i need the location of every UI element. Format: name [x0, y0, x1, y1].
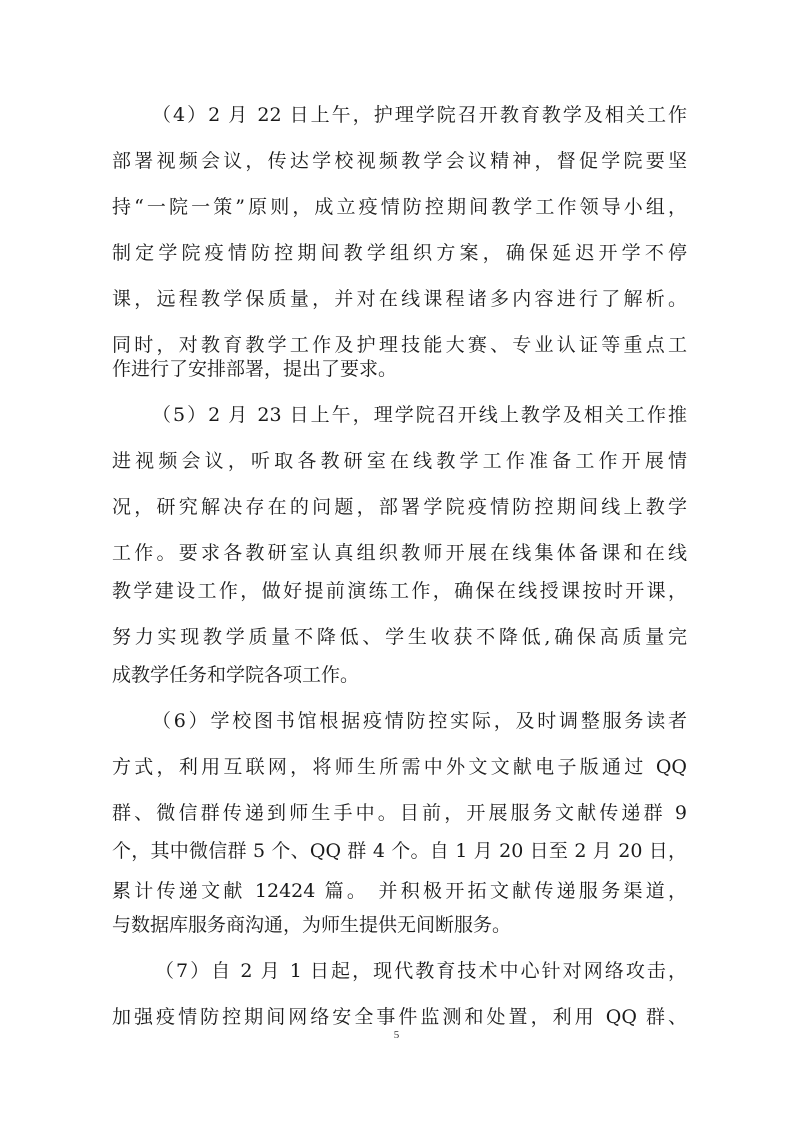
text-line: 方式，利用互联网，将师生所需中外文文献电子版通过 QQ	[112, 756, 687, 778]
text-line: 进视频会议，听取各教研室在线教学工作准备工作开展情	[112, 450, 687, 472]
text-line: 群、微信群传递到师生手中。目前，开展服务文献传递群 9	[112, 802, 687, 824]
text-line: （5）2 月 23 日上午，理学院召开线上教学及相关工作推	[152, 404, 687, 426]
text-line: 工作。要求各教研室认真组织教师开展在线集体备课和在线	[112, 542, 687, 564]
page-number: 5	[393, 1029, 400, 1041]
text-line: 个，其中微信群 5 个、QQ 群 4 个。自 1 月 20 日至 2 月 20 日，	[112, 840, 687, 862]
text-line: 部署视频会议，传达学校视频教学会议精神，督促学院要坚	[112, 150, 687, 172]
text-line: 成教学任务和学院各项工作。	[112, 664, 360, 686]
text-line: （4）2 月 22 日上午，护理学院召开教育教学及相关工作	[152, 104, 687, 126]
text-line: 制定学院疫情防控期间教学组织方案，确保延迟开学不停	[112, 242, 687, 264]
text-line: 努力实现教学质量不降低、学生收获不降低,确保高质量完	[112, 626, 687, 648]
text-line: 累计传递文献 12424 篇。 并积极开拓文献传递服务渠道，	[112, 880, 687, 902]
text-line: 况，研究解决存在的问题，部署学院疫情防控期间线上教学	[112, 496, 687, 518]
text-line: （6）学校图书馆根据疫情防控实际，及时调整服务读者	[152, 710, 687, 732]
text-line: 加强疫情防控期间网络安全事件监测和处置，利用 QQ 群、	[112, 1006, 687, 1028]
text-line: 作进行了安排部署，提出了要求。	[112, 358, 398, 380]
text-line: （7）自 2 月 1 日起，现代教育技术中心针对网络攻击，	[155, 960, 687, 982]
text-line: 同时，对教育教学工作及护理技能大赛、专业认证等重点工	[112, 334, 687, 356]
text-line: 课，远程教学保质量，并对在线课程诸多内容进行了解析。	[112, 288, 687, 310]
text-line: 教学建设工作，做好提前演练工作，确保在线授课按时开课，	[112, 580, 687, 602]
text-line: 持“一院一策”原则，成立疫情防控期间教学工作领导小组，	[112, 196, 687, 218]
text-line: 与数据库服务商沟通，为师生提供无间断服务。	[112, 914, 512, 936]
